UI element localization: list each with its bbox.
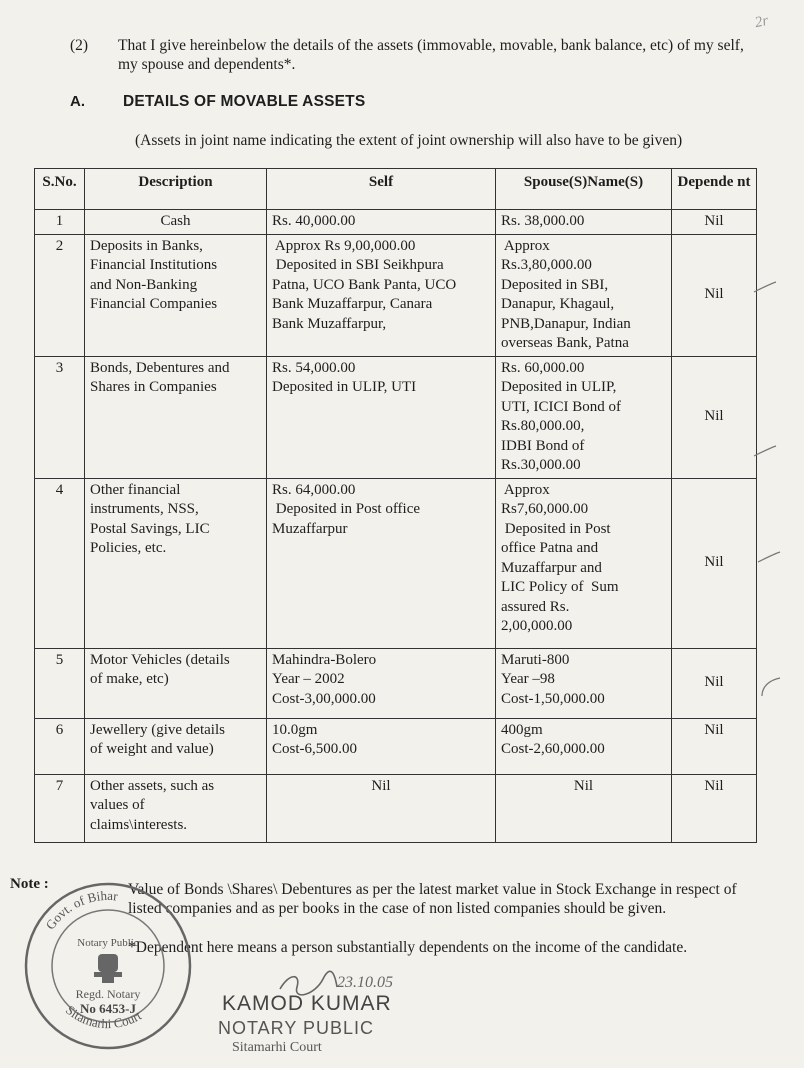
seal-inner-text: Notary Public <box>77 937 139 949</box>
table-row <box>35 210 757 235</box>
notary-seal-stamp <box>22 880 194 1052</box>
cell-self <box>267 356 496 478</box>
cell-spouse <box>496 774 672 842</box>
notary-court: Sitamarhi Court <box>232 1040 322 1055</box>
movable-assets-table <box>34 168 757 843</box>
cell-sno: 7 <box>35 774 85 842</box>
joint-ownership-note: (Assets in joint name indicating the extent of joint ownership will also have to be given) <box>135 132 683 149</box>
cell-description <box>85 210 267 235</box>
cell-line: Cost-6,500.00 <box>272 741 358 757</box>
cell-line: Financial Companies <box>90 296 218 312</box>
cell-description <box>85 774 267 842</box>
seal-top-text: Govt. of Bihar <box>42 887 119 933</box>
cell-line: Year – 2002 <box>272 671 345 687</box>
cell-dependent: Nil <box>672 648 757 718</box>
check-mark-icon <box>752 278 778 300</box>
seal-bottom-text: Sitamarhi Court <box>62 1002 144 1032</box>
cell-sno: 3 <box>35 356 85 478</box>
cell-self <box>267 774 496 842</box>
cell-line: Rs.80,000.00, <box>501 418 585 434</box>
cell-line: Patna, UCO Bank Panta, UCO <box>272 276 457 293</box>
cell-line: Approx <box>501 481 550 498</box>
cell-line: Motor Vehicles (details <box>90 651 230 668</box>
cell-description <box>85 718 267 774</box>
cell-description <box>85 478 267 648</box>
table-row <box>35 648 757 718</box>
cell-line: Approx Rs 9,00,000.00 <box>272 237 416 254</box>
table-row <box>35 774 757 842</box>
cell-sno: 5 <box>35 648 85 718</box>
cell-line: Nil <box>573 777 594 794</box>
intro-paragraph <box>70 36 760 74</box>
cell-line: Jewellery (give details <box>90 721 225 738</box>
intro-text: That I give hereinbelow the details of the assets (immovable, movable, bank balance, etc) of my self, my spouse and dependents*. <box>118 37 744 73</box>
notary-title: NOTARY PUBLIC <box>218 1018 375 1038</box>
cell-line: of make, etc) <box>90 671 169 687</box>
cell-line: and Non-Banking <box>90 276 198 293</box>
cell-line: Cost-2,60,000.00 <box>501 741 605 757</box>
cell-line: 400gm <box>501 721 543 738</box>
cell-line: Mahindra-Bolero <box>272 651 377 668</box>
cell-line: Deposited in SBI, <box>501 276 609 293</box>
cell-line: Year –98 <box>501 671 555 687</box>
cell-line: Rs. 64,000.00 <box>272 481 356 498</box>
cell-line: Other financial <box>90 481 181 498</box>
cell-spouse <box>496 356 672 478</box>
cell-line: Danapur, Khagaul, <box>501 296 615 312</box>
cell-line: Muzaffarpur and <box>501 559 602 576</box>
intro-number: (2) <box>70 37 89 54</box>
cell-line: Deposited in SBI Seikhpura <box>272 257 444 273</box>
note-line-2: *Dependent here means a person substantially dependents on the income of the candidate. <box>128 939 688 956</box>
cell-line: Deposited in ULIP, UTI <box>272 379 417 395</box>
cell-line: Maruti-800 <box>501 651 570 668</box>
cell-spouse <box>496 648 672 718</box>
cell-line: Bank Muzaffarpur, <box>272 315 387 332</box>
header-sno: S.No. <box>35 169 85 210</box>
cell-line: 10.0gm <box>272 721 318 738</box>
table-row <box>35 478 757 648</box>
check-mark-icon <box>756 546 782 568</box>
cell-line: Deposited in ULIP, <box>501 379 617 395</box>
section-title: DETAILS OF MOVABLE ASSETS <box>123 93 366 110</box>
cell-spouse <box>496 718 672 774</box>
cell-line: IDBI Bond of <box>501 437 585 454</box>
cell-dependent: Nil <box>672 478 757 648</box>
cell-line: Bonds, Debentures and <box>90 359 230 376</box>
cell-line: Rs.3,80,000.00 <box>501 257 592 273</box>
seal-reg-text: Regd. Notary <box>75 987 141 1001</box>
cell-sno: 2 <box>35 234 85 356</box>
cell-line: PNB,Danapur, Indian <box>501 315 631 332</box>
cell-line: UTI, ICICI Bond of <box>501 398 621 415</box>
note-line-1: Value of Bonds \Shares\ Debentures as per the latest market value in Stock Exchange in respect of listed companies and as per books in the case of non listed companies should be given. <box>128 881 737 917</box>
cell-sno: 4 <box>35 478 85 648</box>
cell-line: Rs. 60,000.00 <box>501 359 585 376</box>
cell-sno: 6 <box>35 718 85 774</box>
cell-line: Rs.30,000.00 <box>501 457 581 473</box>
table-row <box>35 234 757 356</box>
cell-self <box>267 648 496 718</box>
cell-spouse <box>496 478 672 648</box>
cell-line: values of <box>90 797 145 813</box>
cell-line: Nil <box>371 777 391 794</box>
cell-spouse <box>496 234 672 356</box>
note-label: Note : <box>10 876 49 892</box>
cell-line: Postal Savings, LIC <box>90 520 210 537</box>
cell-dependent: Nil <box>672 234 757 356</box>
cell-line: Rs7,60,000.00 <box>501 501 589 517</box>
cell-line: Financial Institutions <box>90 257 218 273</box>
table-row <box>35 356 757 478</box>
cell-line: Cash <box>160 213 191 229</box>
emblem-icon <box>94 954 122 983</box>
cell-line: Approx <box>501 237 550 254</box>
signature-date: 23.10.05 <box>337 974 393 991</box>
cell-sno: 1 <box>35 210 85 235</box>
cell-description <box>85 234 267 356</box>
cell-line: assured Rs. <box>501 598 570 615</box>
seal-number-text: No 6453-J <box>80 1001 136 1016</box>
table-header-row <box>35 169 757 210</box>
table-row <box>35 718 757 774</box>
cell-dependent: Nil <box>672 210 757 235</box>
cell-spouse <box>496 210 672 235</box>
header-description: Description <box>85 169 267 210</box>
cell-line: Deposits in Banks, <box>90 237 203 254</box>
cell-self <box>267 478 496 648</box>
cell-line: Shares in Companies <box>90 379 217 395</box>
section-letter: A. <box>70 93 85 110</box>
cell-line: Other assets, such as <box>90 777 215 794</box>
cell-line: claims\interests. <box>90 816 188 833</box>
cell-self <box>267 718 496 774</box>
cell-line: LIC Policy of Sum <box>501 579 619 595</box>
cell-line: instruments, NSS, <box>90 501 199 517</box>
cell-self <box>267 210 496 235</box>
header-spouse: Spouse(S)Name(S) <box>496 169 672 210</box>
cell-line: Rs. 38,000.00 <box>501 213 585 229</box>
cell-line: of weight and value) <box>90 741 214 757</box>
notary-name: KAMOD KUMAR <box>222 992 392 1015</box>
page-mark: 2r <box>753 12 770 32</box>
cell-dependent: Nil <box>672 774 757 842</box>
cell-line: Policies, etc. <box>90 540 167 556</box>
cell-line: Cost-3,00,000.00 <box>272 690 376 707</box>
check-mark-icon <box>756 676 782 698</box>
cell-line: office Patna and <box>501 540 599 556</box>
cell-line: Rs. 40,000.00 <box>272 213 356 229</box>
header-self: Self <box>267 169 496 210</box>
cell-dependent: Nil <box>672 718 757 774</box>
cell-line: Rs. 54,000.00 <box>272 359 356 376</box>
header-dependent: Depende nt <box>672 169 757 210</box>
cell-line: 2,00,000.00 <box>501 618 573 634</box>
cell-self <box>267 234 496 356</box>
cell-line: Cost-1,50,000.00 <box>501 690 605 707</box>
cell-description <box>85 356 267 478</box>
cell-line: Bank Muzaffarpur, Canara <box>272 296 433 312</box>
cell-description <box>85 648 267 718</box>
cell-line: Deposited in Post office <box>272 501 421 517</box>
cell-line: overseas Bank, Patna <box>501 335 629 351</box>
cell-dependent: Nil <box>672 356 757 478</box>
cell-line: Deposited in Post <box>501 520 611 537</box>
check-mark-icon <box>752 440 778 462</box>
cell-line: Muzaffarpur <box>272 520 348 537</box>
